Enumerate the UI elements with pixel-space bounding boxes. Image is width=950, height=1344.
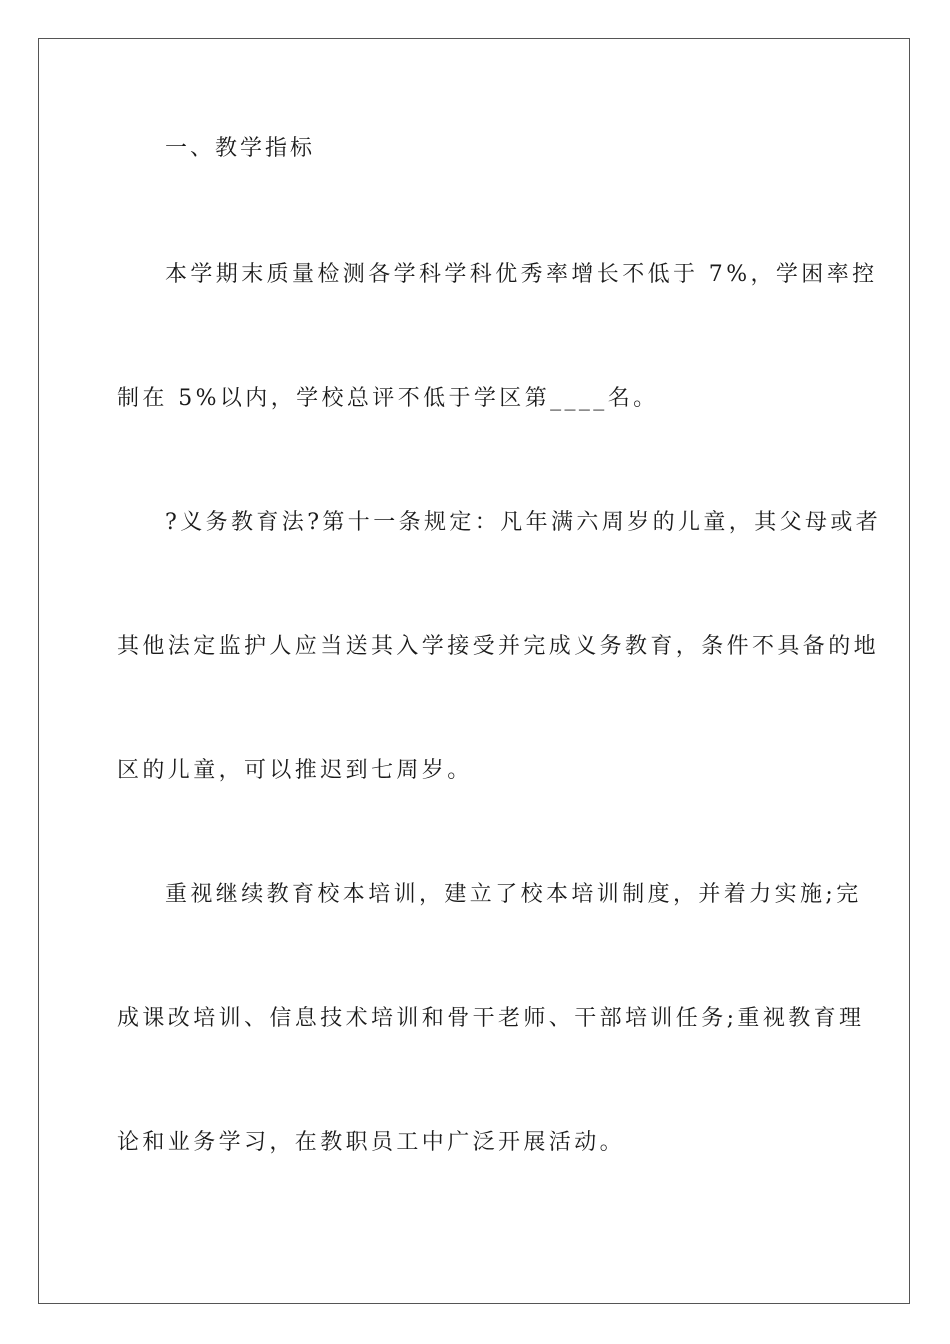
paragraph-3-line-2: 成课改培训、信息技术培训和骨干老师、干部培训任务;重视教育理 [117,1006,865,1031]
paragraph-2-line-3: 区的儿童，可以推迟到七周岁。 [117,758,473,783]
paragraph-1-line-2: 制在 5%以内，学校总评不低于学区第____名。 [117,386,659,411]
paragraph-2-line-1: ?义务教育法?第十一条规定：凡年满六周岁的儿童，其父母或者 [165,510,882,535]
paragraph-3-line-3: 论和业务学习，在教职员工中广泛开展活动。 [117,1130,626,1155]
section-heading: 一、教学指标 [165,136,316,161]
page-border [38,38,910,1304]
paragraph-3-line-1: 重视继续教育校本培训，建立了校本培训制度，并着力实施;完 [165,882,862,907]
paragraph-1-line-1: 本学期末质量检测各学科学科优秀率增长不低于 7%，学困率控 [165,262,878,287]
paragraph-2-line-2: 其他法定监护人应当送其入学接受并完成义务教育，条件不具备的地 [117,634,880,659]
